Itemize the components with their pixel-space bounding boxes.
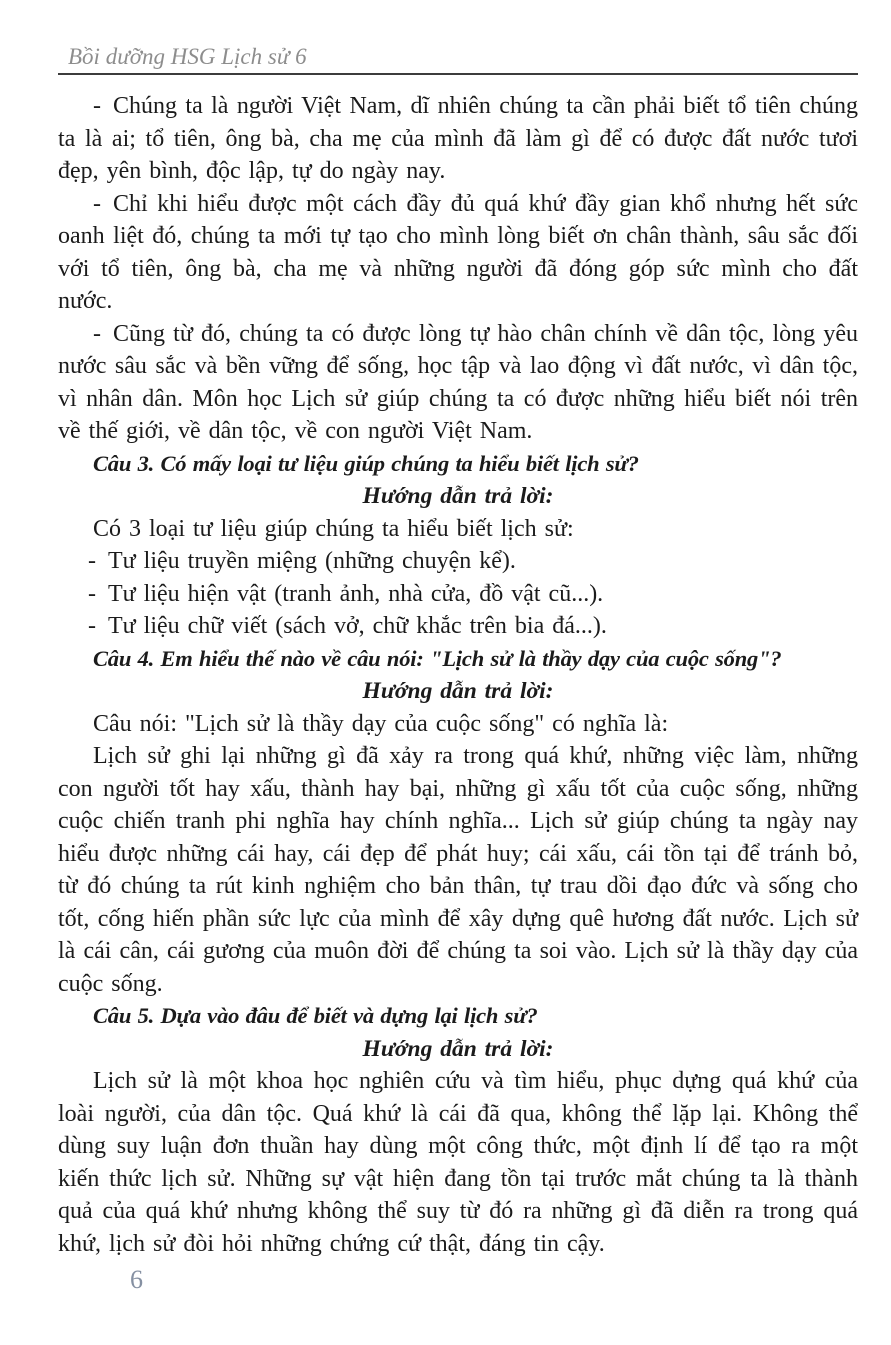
bullet-paragraph (58, 318, 858, 448)
paragraph-text: Chỉ khi hiểu được một cách đầy đủ quá khứ đầy gian khổ nhưng hết sức oanh liệt đó, chúng ta mới tự tạo cho mình lòng biết ơn chân thành, sâu sắc đối với tổ tiên, ông bà, cha mẹ và những người đã đóng góp sức mình cho đất nước. (58, 190, 858, 314)
dash-bullet: - (93, 320, 101, 347)
page-header (58, 44, 858, 75)
dash-bullet: - (93, 93, 101, 119)
page-content (58, 90, 858, 1295)
answer-heading: Hướng dẫn trả lời: (362, 678, 554, 704)
paragraph: Lịch sử là một khoa học nghiên cứu và tìm hiểu, phục dựng quá khứ của loài người, của dân tộc. Quá khứ là cái đã qua, không thể lặp lại. Không thể dùng suy luận đơn thuần hay dùng một công thức, một định lí để tạo ra một kiến thức lịch sử. Những sự vật hiện đang tồn tại trước mắt chúng ta là thành quả của quá khứ nhưng không thể suy từ đó ra những gì đã diễn ra trong quá khứ, lịch sử đòi hỏi những chứng cứ thật, đáng tin cậy. (58, 1068, 858, 1257)
paragraph: Câu nói: "Lịch sử là thầy dạy của cuộc sống" có nghĩa là: (93, 710, 669, 737)
answer-heading: Hướng dẫn trả lời: (362, 1035, 554, 1062)
bullet-paragraph (58, 90, 858, 188)
list-item (58, 578, 858, 611)
list-item-text: Tư liệu hiện vật (tranh ảnh, nhà cửa, đồ vật cũ...). (108, 580, 604, 607)
dash-bullet: - (88, 548, 96, 574)
paragraph-text: Cũng từ đó, chúng ta có được lòng tự hào chân chính về dân tộc, lòng yêu nước sâu sắc và bền vững để sống, học tập và lao động vì đất nước, vì dân tộc, vì nhân dân. Môn học Lịch sử giúp chúng ta có được những hiểu biết nói trên về thế giới, về dân tộc, về con người Việt Nam. (58, 320, 858, 444)
paragraph-text: Chúng ta là người Việt Nam, dĩ nhiên chúng ta cần phải biết tổ tiên chúng ta là ai; tổ tiên, ông bà, cha mẹ của mình đã làm gì để có được đất nước tươi đẹp, yên bình, độc lập, tự do ngày nay. (58, 93, 858, 184)
answer-heading: Hướng dẫn trả lời: (362, 483, 554, 509)
dash-bullet: - (88, 580, 96, 607)
question-heading: Câu 4. Em hiểu thế nào về câu nói: "Lịch sử là thầy dạy của cuộc sống"? (93, 645, 782, 671)
list-item-text: Tư liệu chữ viết (sách vở, chữ khắc trên bia đá...). (108, 613, 607, 639)
bullet-paragraph (58, 188, 858, 318)
paragraph: Lịch sử ghi lại những gì đã xảy ra trong quá khứ, những việc làm, những con người tốt hay xấu, thành hay bại, những gì xấu tốt của cuộc sống, những cuộc chiến tranh phi nghĩa hay chính nghĩa... Lịch sử giúp chúng ta ngày nay hiểu được những cái hay, cái đẹp để phát huy; cái xấu, cái tồn tại để tránh bỏ, từ đó chúng ta rút kinh nghiệm cho bản thân, tự trau dồi đạo đức và sống cho tốt, cống hiến phần sức lực của mình để xây dựng quê hương đất nước. Lịch sử là cái cân, cái gương của muôn đời để chúng ta soi vào. Lịch sử là thầy dạy của cuộc sống. (58, 743, 858, 997)
running-header-title: Bồi dưỡng HSG Lịch sử 6 (68, 44, 307, 69)
list-item-text: Tư liệu truyền miệng (những chuyện kể). (108, 548, 516, 574)
list-item (58, 545, 858, 578)
list-item (58, 610, 858, 643)
dash-bullet: - (93, 190, 101, 217)
question-heading: Câu 3. Có mấy loại tư liệu giúp chúng ta hiểu biết lịch sử? (93, 450, 639, 476)
question-heading: Câu 5. Dựa vào đâu để biết và dựng lại lịch sử? (93, 1003, 538, 1028)
page-number: 6 (130, 1265, 143, 1294)
dash-bullet: - (88, 613, 96, 639)
paragraph: Có 3 loại tư liệu giúp chúng ta hiểu biết lịch sử: (93, 515, 574, 542)
